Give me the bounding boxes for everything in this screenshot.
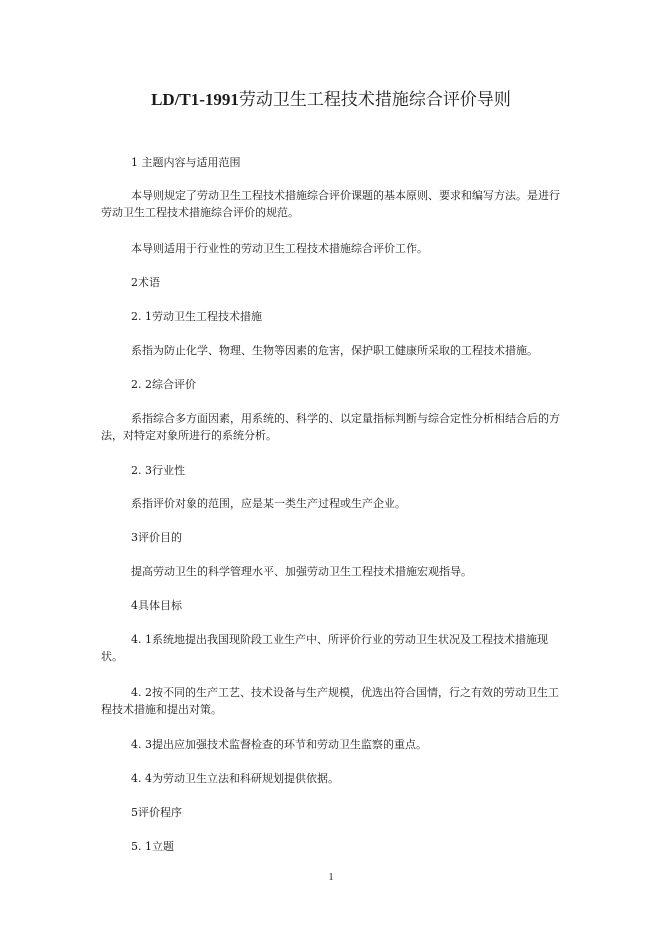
section-heading: 1 主题内容与适用范围 [131, 156, 241, 169]
paragraph: 4. 1系统地提出我国现阶段工业生产中、所评价行业的劳动卫生状况及工程技术措施现状。 [101, 633, 548, 663]
subsection-heading: 2. 1劳动卫生工程技术措施 [131, 310, 262, 323]
paragraph: 4. 3提出应加强技术监督检查的环节和劳动卫生监察的重点。 [131, 738, 427, 751]
section-heading: 2术语 [131, 276, 160, 289]
subsection-heading: 5. 1立题 [131, 840, 174, 853]
paragraph: 提高劳动卫生的科学管理水平、加强劳动卫生工程技术措施宏观指导。 [131, 565, 472, 578]
paragraph: 本导则适用于行业性的劳动卫生工程技术措施综合评价工作。 [131, 242, 428, 255]
document-title [0, 89, 662, 111]
subsection-heading: 2. 3行业性 [131, 464, 185, 477]
paragraph: 系指为防止化学、物理、生物等因素的危害，保护职工健康所采取的工程技术措施。 [131, 344, 538, 357]
paragraph: 4. 4为劳动卫生立法和科研规划提供依据。 [131, 772, 339, 785]
section-heading: 5评价程序 [131, 806, 182, 819]
paragraph: 4. 2按不同的生产工艺、技术设备与生产规模，优选出符合国情，行之有效的劳动卫生工程技术措施和提出对策。 [101, 686, 559, 716]
paragraph: 本导则规定了劳动卫生工程技术措施综合评价课题的基本原则、要求和编写方法。是进行劳动卫生工程技术措施综合评价的规范。 [101, 189, 560, 219]
title-text: 劳动卫生工程技术措施综合评价导则 [238, 90, 511, 110]
subsection-heading: 2. 2综合评价 [131, 378, 196, 391]
paragraph: 系指综合多方面因素，用系统的、科学的、以定量指标判断与综合定性分析相结合后的方法，对特定对象所进行的系统分析。 [101, 412, 560, 442]
section-heading: 4具体目标 [131, 599, 182, 612]
paragraph: 系指评价对象的范围，应是某一类生产过程或生产企业。 [131, 497, 406, 510]
page-number: 1 [328, 872, 334, 883]
title-code: LD/T1-1991 [151, 90, 239, 109]
section-heading: 3评价目的 [131, 531, 182, 544]
